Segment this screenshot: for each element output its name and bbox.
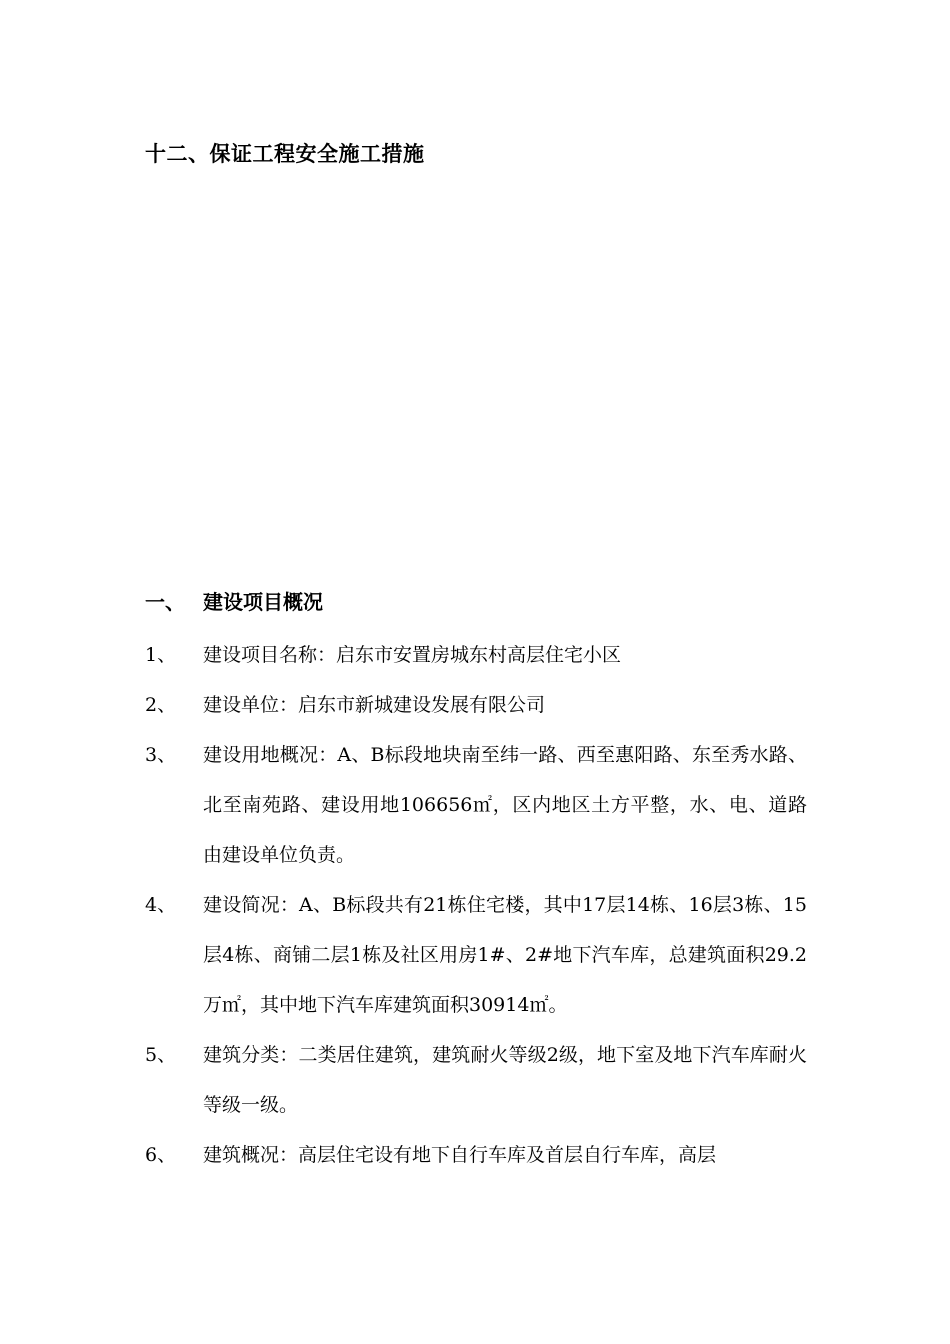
- list-item: [145, 680, 815, 730]
- item-number: 5、: [145, 1044, 177, 1066]
- item-list: [145, 630, 815, 1180]
- section-title: 建设项目概况: [203, 590, 323, 614]
- item-text: 建设单位：启东市新城建设发展有限公司: [203, 694, 546, 716]
- item-number: 3、: [145, 744, 177, 766]
- item-number: 2、: [145, 694, 177, 716]
- list-item: [145, 1130, 815, 1180]
- list-item: [145, 1030, 815, 1130]
- item-text: 建筑分类：二类居住建筑，建筑耐火等级2级，地下室及地下汽车库耐火等级一级。: [203, 1044, 807, 1116]
- list-item: [145, 630, 815, 680]
- list-item: [145, 730, 815, 880]
- item-text: 建设简况：A、B标段共有21栋住宅楼，其中17层14栋、16层3栋、15层4栋、商铺二层1栋及社区用房1#、2#地下汽车库，总建筑面积29.2万㎡，其中地下汽车库建筑面积30914㎡。: [203, 894, 807, 1016]
- item-number: 6、: [145, 1144, 177, 1166]
- item-number: 4、: [145, 894, 177, 916]
- section-number: 一、: [145, 590, 185, 614]
- item-text: 建设项目名称：启东市安置房城东村高层住宅小区: [203, 644, 622, 666]
- document-title: 十二、保证工程安全施工措施: [145, 141, 425, 166]
- item-text: 建设用地概况：A、B标段地块南至纬一路、西至惠阳路、东至秀水路、北至南苑路、建设用地106656㎡，区内地区土方平整，水、电、道路由建设单位负责。: [203, 744, 807, 866]
- list-item: [145, 880, 815, 1030]
- item-number: 1、: [145, 644, 177, 666]
- item-text: 建筑概况：高层住宅设有地下自行车库及首层自行车库，高层: [203, 1144, 717, 1166]
